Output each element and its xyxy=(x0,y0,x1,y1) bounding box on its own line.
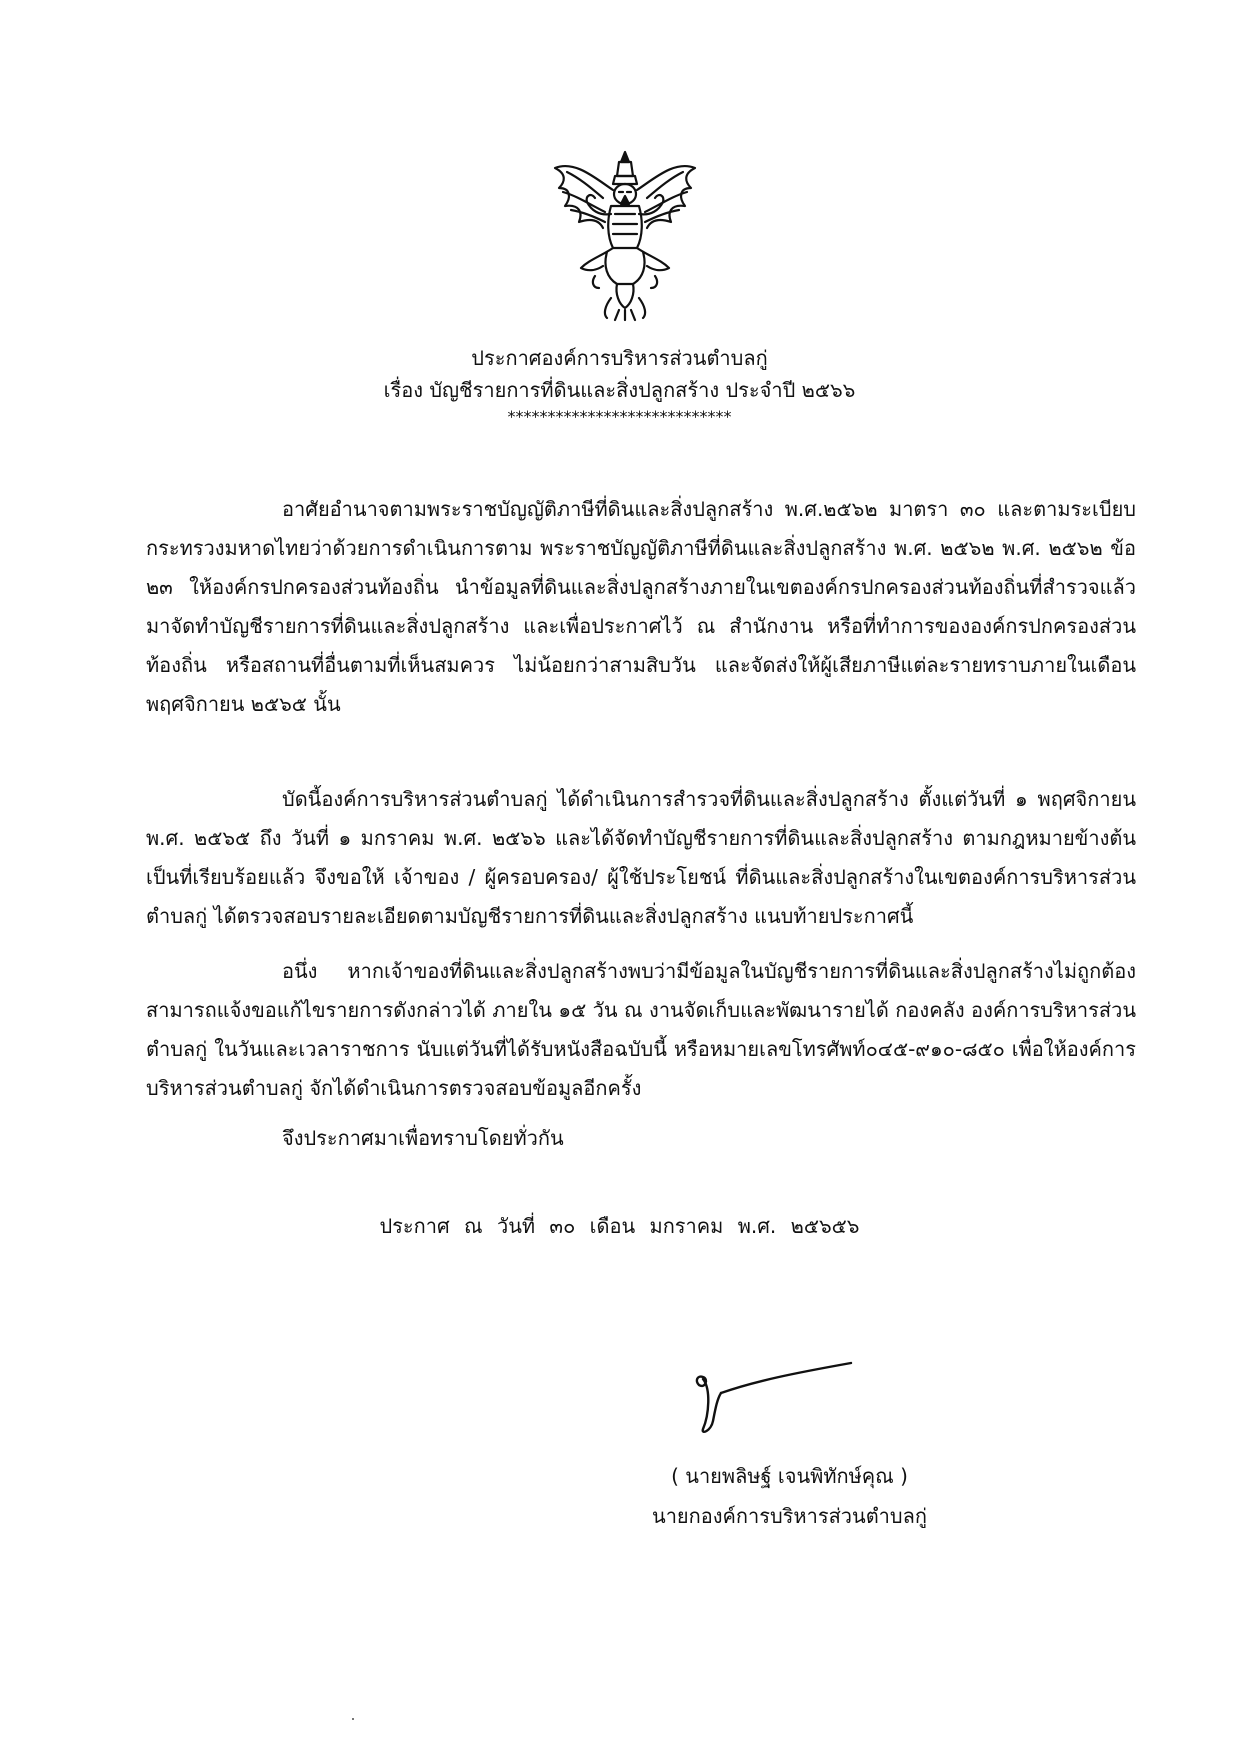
handwritten-signature xyxy=(685,1355,855,1445)
document-title: ประกาศองค์การบริหารส่วนตำบลกู่ xyxy=(471,346,768,370)
header-divider: **************************** xyxy=(507,407,732,426)
document-subject: เรื่อง บัญชีรายการที่ดินและสิ่งปลูกสร้าง ประจำปี ๒๕๖๖ xyxy=(383,378,856,402)
announcement-date: ประกาศ ณ วันที่ ๓๐ เดือน มกราคม พ.ศ. ๒๕๖๕๖ xyxy=(379,1214,860,1238)
closing-statement: จึงประกาศมาเพื่อทราบโดยทั่วกัน xyxy=(282,1126,564,1150)
signer-position: นายกองค์การบริหารส่วนตำบลกู่ xyxy=(652,1504,927,1528)
signer-name: ( นายพลิษฐ์ เจนพิทักษ์คุณ ) xyxy=(671,1464,908,1488)
garuda-emblem-icon xyxy=(545,148,705,323)
body-paragraph-3: อนึ่ง หากเจ้าของที่ดินและสิ่งปลูกสร้างพบว่ามีข้อมูลในบัญชีรายการที่ดินและสิ่งปลูกสร้างไม่ถูกต้อง สามารถแจ้งขอแก้ไขรายการดังกล่าวได้ ภายใน ๑๕ วัน ณ งานจัดเก็บและพัฒนารายได้ กองคลัง องค์การบริหารส่วนตำบลกู่ ในวันและเวลาราชการ นับแต่วันที่ได้รับหนังสือฉบับนี้ หรือหมายเลขโทรศัพท์๐๔๕-๙๑๐-๘๕๐ เพื่อให้องค์การบริหารส่วนตำบลกู่ จักได้ดำเนินการตรวจสอบข้อมูลอีกครั้ง xyxy=(146,959,1136,1100)
body-paragraph-1: อาศัยอำนาจตามพระราชบัญญัติภาษีที่ดินและสิ่งปลูกสร้าง พ.ศ.๒๕๖๒ มาตรา ๓๐ และตามระเบียบกระทรวงมหาดไทยว่าด้วยการดำเนินการตาม พระราชบัญญัติภาษีที่ดินและสิ่งปลูกสร้าง พ.ศ. ๒๕๖๒ พ.ศ. ๒๕๖๒ ข้อ ๒๓ ให้องค์กรปกครองส่วนท้องถิ่น นำข้อมูลที่ดินและสิ่งปลูกสร้างภายในเขตองค์กรปกครองส่วนท้องถิ่นที่สำรวจแล้ว มาจัดทำบัญชีรายการที่ดินและสิ่งปลูกสร้าง และเพื่อประกาศไว้ ณ สำนักงาน หรือที่ทำการขององค์กรปกครองส่วนท้องถิ่น หรือสถานที่อื่นตามที่เห็นสมควร ไม่น้อยกว่าสามสิบวัน และจัดส่งให้ผู้เสียภาษีแต่ละรายทราบภายในเดือนพฤศจิกายน ๒๕๖๕ นั้น xyxy=(146,497,1136,716)
scan-speck xyxy=(352,1718,354,1720)
body-paragraph-2: บัดนี้องค์การบริหารส่วนตำบลกู่ ได้ดำเนินการสำรวจที่ดินและสิ่งปลูกสร้าง ตั้งแต่วันที่ ๑ พฤศจิกายน พ.ศ. ๒๕๖๕ ถึง วันที่ ๑ มกราคม พ.ศ. ๒๕๖๖ และได้จัดทำบัญชีรายการที่ดินและสิ่งปลูกสร้าง ตามกฎหมายข้างต้นเป็นที่เรียบร้อยแล้ว จึงขอให้ เจ้าของ / ผู้ครอบครอง/ ผู้ใช้ประโยชน์ ที่ดินและสิ่งปลูกสร้างในเขตองค์การบริหารส่วนตำบลกู่ ได้ตรวจสอบรายละเอียดตามบัญชีรายการที่ดินและสิ่งปลูกสร้าง แนบท้ายประกาศนี้ xyxy=(146,787,1136,928)
document-header xyxy=(0,342,1239,428)
